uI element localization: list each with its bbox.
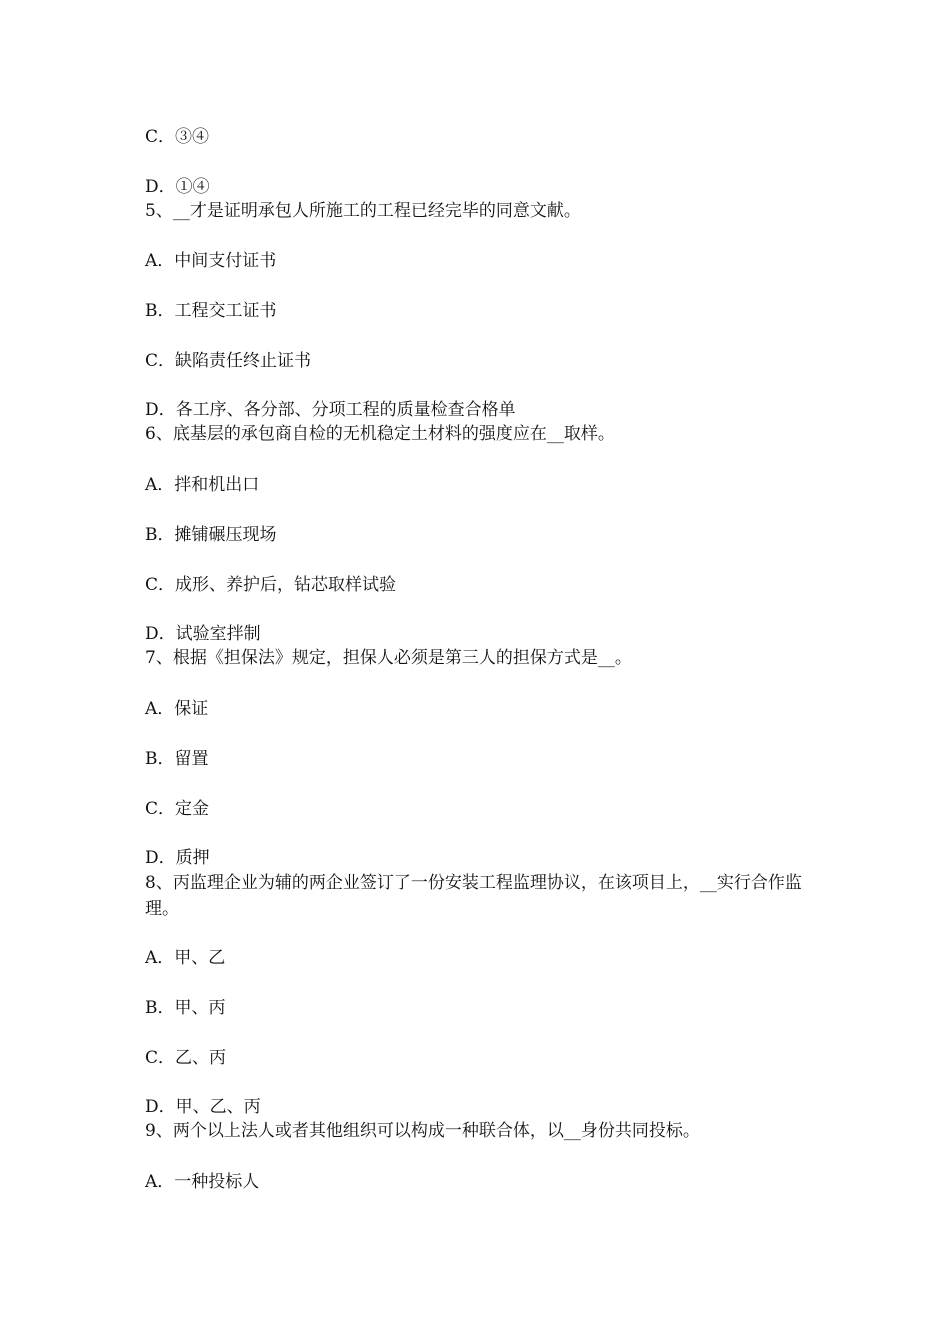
option-d: D．各工序、各分部、分项工程的质量检查合格单: [145, 400, 516, 420]
option-c: C．③④: [145, 127, 210, 147]
question-7: 7、根据《担保法》规定，担保人必须是第三人的担保方式是__。: [145, 648, 632, 668]
option-c: C．缺陷责任终止证书: [145, 351, 312, 371]
option-d: D．试验室拌制: [145, 624, 261, 644]
option-c: C．成形、养护后，钻芯取样试验: [145, 575, 397, 595]
option-b: B．甲、丙: [145, 998, 226, 1018]
option-a: A．中间支付证书: [145, 251, 277, 271]
question-8: 8、丙监理企业为辅的两企业签订了一份安装工程监理协议，在该项目上，__实行合作监理。: [145, 873, 802, 919]
option-d: D．①④: [145, 177, 210, 197]
option-d: D．甲、乙、丙: [145, 1097, 261, 1117]
option-c: C．定金: [145, 799, 210, 819]
option-b: B．留置: [145, 749, 209, 769]
option-c: C．乙、丙: [145, 1048, 227, 1068]
option-b: B．工程交工证书: [145, 301, 277, 321]
option-a: A．拌和机出口: [145, 475, 260, 495]
question-5: 5、__才是证明承包人所施工的工程已经完毕的同意文献。: [145, 201, 581, 221]
option-a: A．保证: [145, 699, 209, 719]
question-6: 6、底基层的承包商自检的无机稳定土材料的强度应在__取样。: [145, 424, 615, 444]
option-d: D．质押: [145, 848, 210, 868]
question-9: 9、两个以上法人或者其他组织可以构成一种联合体，以__身份共同投标。: [145, 1121, 700, 1141]
option-a: A．甲、乙: [145, 948, 226, 968]
option-b: B．摊铺碾压现场: [145, 525, 277, 545]
option-a: A．一种投标人: [145, 1172, 260, 1192]
